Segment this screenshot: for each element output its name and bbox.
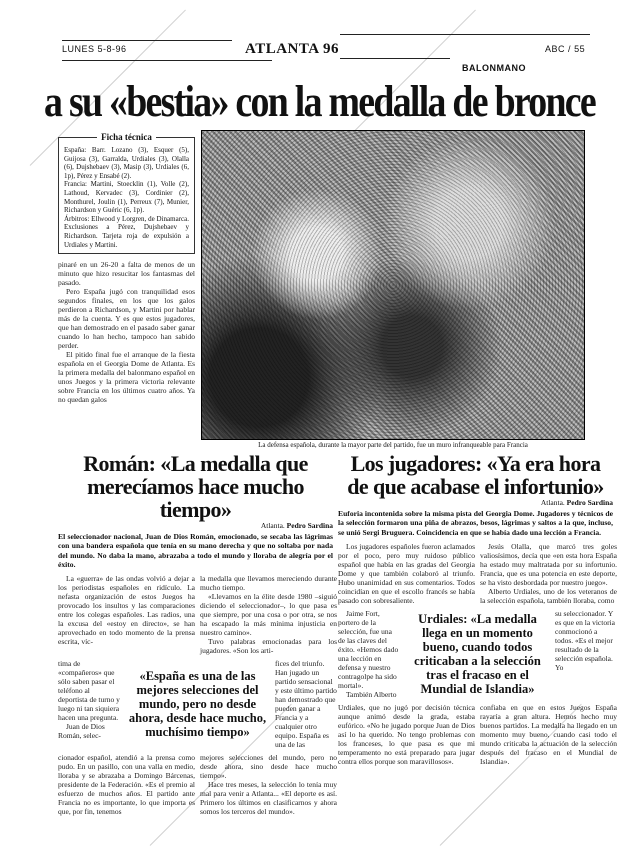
- fact-box-text: España: Barr. Lozano (3), Esquer (5), Guijosa (3), Garralda, Urdiales (3), Olalla (6), Dujshebaev (3), Masip (3), Urdiales (6, 1p), Pérez y Ensabé (2).: [64, 146, 189, 180]
- byline: Atlanta. Pedro Sardina: [260, 521, 333, 530]
- byline: Atlanta. Pedro Sardina: [540, 498, 613, 507]
- article-text: Los jugadores españoles fueron aclamados por el poco, pero muy ruidoso público español que había en las gradas del Georgia Dome y que también colaboró al triunfo. Hubo unanimidad en sus comentarios. Todos coincidían en que el escollo francés se había pasado con sobresaliente.: [338, 541, 475, 605]
- article-text: confiaba en que en estos Juegos España rayaría a gran altura. Hemos hecho muy buenos partidos. La medalla ha llegado en un momento muy bueno, cuando casi todo el mundo criticaba la actuación de la selección después del fracaso en el Mundial de Islandia».: [480, 702, 617, 766]
- fact-box-text: Francia: Martini, Stoecklin (1), Volle (2), Lathoud, Kervadec (3), Cordinier (2), Monthurel, Joulin (1), Perreux (7), Munier, Richardson y Guéric (6, 1p).: [64, 180, 189, 215]
- section-logo: ATLANTA 96: [245, 41, 340, 57]
- fact-box: [58, 132, 195, 254]
- article-lead: Euforia incontenida sobre la misma pista del Georgia Dome. Jugadores y técnicos de la selección formaron una piña de abrazos, besos, lágrimas y saltos a la que, incluso, se unió Sergi Bruguera. Coincidencia en que se había dado una lección a Francia.: [338, 509, 613, 537]
- article-text: tima de «compañeros» que sólo saben pasar el teléfono al deportista de turno y luego ni tan siquiera hacen una pregunta. Juan de Dios Román, selec-: [58, 659, 120, 741]
- intro-text: pinaré en un 26-20 a falta de menos de un minuto que hizo resucitar los fantasmas del pasado. Pero España jugó con tranquilidad esos segundos finales, en los que los galos perdieron a Richardson, y Martini por hablar más de la cuenta. Y es que estos jugadores, que han demostrado en el pasado saber ganar cuando lo han hecho, tampoco han sabido perder. El pitido final fue el arranque de la fiesta española en el Georgia Dome de Atlanta. Es la primera medalla del balonmano español en unos Juegos y la primera victoria relevante sobre Francia en los últimos cuatro años. Ya no quedan galos: [58, 260, 195, 405]
- article-text: la medalla que llevamos mereciendo durante mucho tiempo. «Llevamos en la élite desde 1980 –siguió diciendo el seleccionador–, lo que pasa es que siempre, por una cosa o por otra, se nos ha escapado la más mínima injusticia en nuestro camino». Tuvo palabras emocionadas para los jugadores. «Son los arti-: [200, 574, 337, 656]
- left-column: [58, 130, 195, 404]
- photo-caption: La defensa española, durante la mayor parte del partido, fue un muro infranqueable para Francia: [258, 441, 528, 449]
- article-lead: El seleccionador nacional, Juan de Dios Román, emocionado, se secaba las lágrimas con una bandera española que tenía en su mano derecha y que no soltaba por nada del mundo. No daba la mano, abrazaba a todo el mundo y lloraba de alegría por el éxito.: [58, 532, 333, 569]
- pull-quote: «España es una de las mejores selecciones del mundo, pero no desde ahora, desde hace mucho, muchísimo tiempo»: [128, 669, 267, 740]
- article-jugadores: [338, 451, 617, 766]
- article-text: su seleccionador. Y es que en la victoria conmocionó a todos. «Es el mejor resultado de la selección española. Yo: [555, 608, 615, 672]
- fact-box-title: Ficha técnica: [97, 132, 156, 142]
- match-photo: [201, 130, 585, 440]
- fact-box-text: Árbitros: Ellwood y Lorgren, de Dinamarca. Exclusiones a Pérez, Dujshebaev y Richardson. Tarjeta roja de expulsión a Urdiales y Martini.: [64, 214, 189, 249]
- article-text: Jaime Fort, portero de la selección, fue una de las claves del éxito. «Hemos dado una lección en defensa y nuestro contragolpe ha sido mortal». También Alberto: [338, 608, 399, 699]
- article-text: Jesús Olalla, que marcó tres goles valiosísimos, decía que «en esta hora España ha estado muy maltratada por su infortunio. Francia, que es una potencia en este deporte, se ha visto desbordada por nuestro juego». Alberto Urdiales, uno de los veteranos de la selección española, también lloraba, como: [480, 541, 617, 605]
- article-text: cionador español, atendió a la prensa como pudo. En un pasillo, con una valla en medio, lloraba y se abrazaba a Domingo Bárcenas, presidente de la Federación. «Es el premio al esfuerzo de muchos años. El partido ante Francia no es importante, lo que importa es que, por fin, tenemos: [58, 753, 195, 817]
- page-headline: a su «bestia» con la medalla de bronce: [44, 77, 595, 126]
- pull-quote: Urdiales: «La medalla llega en un momento bueno, cuando todos criticaban a la selección tras el fracaso en el Mundial de Islandia»: [414, 611, 541, 696]
- article-columns: [338, 541, 617, 766]
- article-text: mejores selecciones del mundo, pero no desde ahora, sino desde hace mucho tiempo». Hace tres meses, la selección lo tenía muy mal para venir a Atlanta... «El deporte es así. Primero los últimos en clasificarnos y ahora somos los terceros del mundo».: [200, 753, 337, 817]
- article-text: Urdiales, que no jugó por decisión técnica aunque animó desde la grada, estaba eufórico. «No he jugado porque Juan de Dios así lo ha querido. No tengo problemas con los franceses, lo que pasa es que mi temperamento no está preparado para jugar contra ellos porque son maravillosos».: [338, 702, 475, 766]
- article-text: fices del triunfo. Han jugado un partido sensacional y este último partido han demostrado que pueden ganar a Francia y a cualquier otro equipo. España es una de las: [275, 659, 337, 750]
- article-text: La «guerra» de las ondas volvió a dejar a los periodistas españoles en ridículo. La nefasta organización de estos Juegos ha provocado los insultos y las comparaciones entre los colegas españoles. Las radios, una la excusa del «estoy en directo», se han aprovechado en todo momento de la prensa escrita, víc-: [58, 574, 195, 647]
- page-number: ABC / 55: [545, 44, 586, 54]
- article-roman: [58, 451, 337, 817]
- article-columns: [58, 574, 337, 817]
- section-label: BALONMANO: [462, 63, 526, 73]
- article-title: Los jugadores: «Ya era hora de que acabase el infortunio»: [347, 451, 604, 499]
- issue-date: LUNES 5-8-96: [62, 44, 127, 54]
- article-title: Román: «La medalla que merecíamos hace mucho tiempo»: [83, 451, 308, 522]
